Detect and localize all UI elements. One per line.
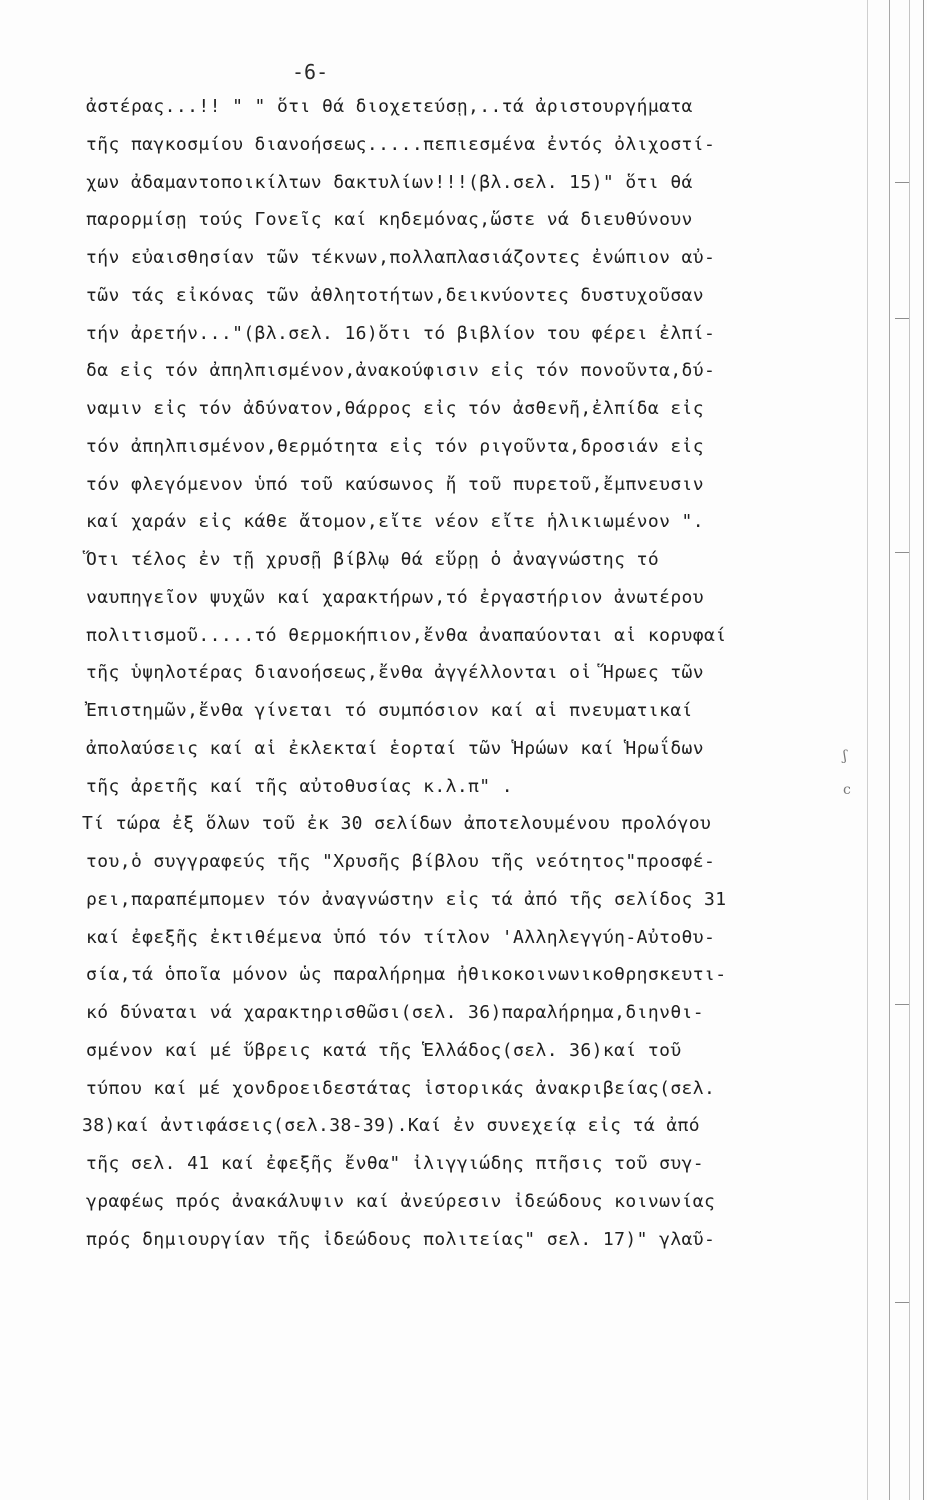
text-line: ναμιν εἰς τόν ἀδύνατον,θάρρος εἰς τόν ἀσθενῆ,ἐλπίδα εἰς (86, 398, 705, 419)
edge-tick (895, 1004, 909, 1005)
text-line: χων ἀδαμαντοποικίλτων δακτυλίων!!!(βλ.σελ. 15)" ὅτι θά (86, 171, 693, 193)
text-line: τῆς σελ. 41 καί ἐφεξῆς ἔνθα" ἰλιγγιώδης πτῆσις τοῦ συγ- (86, 1153, 705, 1174)
text-line: ρει,παραπέμπομεν τόν ἀναγνώστην εἰς τά ἀπό τῆς σελίδος 31 (86, 888, 727, 910)
text-line: σμένον καί μέ ὕβρεις κατά τῆς Ἑλλάδος(σελ. 36)καί τοῦ (86, 1039, 682, 1061)
text-line: ἀστέρας...!! " " ὅτι θά διοχετεύσῃ,..τά ἀριστουργήματα (86, 96, 693, 117)
text-line: τήν ἀρετήν..."(βλ.σελ. 16)ὅτι τό βιβλίον του φέρει ἐλπί- (86, 322, 716, 344)
edge-line (923, 0, 924, 1500)
edge-tick (895, 552, 909, 553)
page-edge (837, 0, 927, 1500)
text-line: 38)καί ἀντιφάσεις(σελ.38-39).Καί ἐν συνεχείᾳ εἰς τά ἀπό (82, 1115, 701, 1137)
text-line: τύπου καί μέ χονδροειδεστάτας ἱστορικάς ἀνακριβείας(σελ. (86, 1077, 716, 1099)
text-line: ἀπολαύσεις καί αἱ ἐκλεκταί ἑορταί τῶν Ἡρώων καί Ἡρωΐδων (86, 737, 705, 759)
text-line: τῶν τάς εἰκόνας τῶν ἀθλητοτήτων,δεικνύοντες δυστυχοῦσαν (86, 284, 705, 306)
text-line: ναυπηγεῖον ψυχῶν καί χαρακτήρων,τό ἐργαστήριον ἀνωτέρου (86, 586, 705, 608)
margin-mark: c (843, 782, 851, 798)
text-line: τόν ἀπηλπισμένον,θερμότητα εἰς τόν ριγοῦντα,δροσιάν εἰς (86, 435, 705, 457)
text-line: τῆς ἀρετῆς καί τῆς αὐτοθυσίας κ.λ.π" . (86, 775, 514, 797)
text-line: τήν εὐαισθησίαν τῶν τέκνων,πολλαπλασιάζοντες ἐνώπιον αὐ- (86, 247, 716, 268)
text-line: Ὅτι τέλος ἐν τῇ χρυσῇ βίβλῳ θά εὕρῃ ὁ ἀναγνώστης τό (86, 549, 660, 570)
text-line: Τί τώρα ἐξ ὅλων τοῦ ἐκ 30 σελίδων ἀποτελουμένου προλόγου (82, 813, 712, 835)
margin-mark: ʃ (843, 748, 847, 764)
text-line: τῆς παγκοσμίου διανοήσεως.....πεπιεσμένα ἐντός ὀλιχοστί- (86, 133, 716, 155)
edge-tick (895, 318, 909, 319)
text-line: τῆς ὑψηλοτέρας διανοήσεως,ἔνθα ἀγγέλλονται οἱ Ἥρωες τῶν (86, 662, 705, 684)
text-line: καί χαράν εἰς κάθε ἄτομον,εἴτε νέον εἴτε ἡλικιωμένον ". (86, 511, 705, 533)
text-line: σία,τά ὁποῖα μόνον ὡς παραλήρημα ἠθικοκοινωνικοθρησκευτι- (86, 964, 727, 986)
body-text (82, 88, 842, 1258)
text-line: κό δύναται νά χαρακτηρισθῶσι(σελ. 36)παραλήρημα,διηνθι- (86, 1002, 705, 1023)
text-line: του,ὁ συγγραφεύς τῆς "Χρυσῆς βίβλου τῆς νεότητος"προσφέ- (86, 851, 716, 872)
edge-tick (895, 1302, 909, 1303)
text-line: δα εἰς τόν ἀπηλπισμένον,ἀνακούφισιν εἰς τόν πονοῦντα,δύ- (86, 360, 716, 382)
text-line: Ἐπιστημῶν,ἔνθα γίνεται τό συμπόσιον καί αἱ πνευματικαί (86, 700, 693, 721)
text-line: γραφέως πρός ἀνακάλυψιν καί ἀνεύρεσιν ἰδεώδους κοινωνίας (86, 1190, 716, 1212)
edge-tick (895, 182, 909, 183)
edge-line (867, 0, 868, 1500)
page-number: -6- (292, 60, 329, 84)
text-line: καί ἐφεξῆς ἐκτιθέμενα ὑπό τόν τίτλον 'Αλληλεγγύη-Αὐτοθυ- (86, 926, 716, 948)
edge-line (889, 0, 890, 1500)
text-line: παρορμίσῃ τούς Γονεῖς καί κηδεμόνας,ὥστε νά διευθύνουν (86, 209, 693, 231)
text-line: πολιτισμοῦ.....τό θερμοκήπιον,ἔνθα ἀναπαύονται αἱ κορυφαί (86, 624, 727, 646)
text-line: πρός δημιουργίαν τῆς ἰδεώδους πολιτείας" σελ. 17)" γλαῦ- (86, 1228, 716, 1250)
text-line: τόν φλεγόμενον ὑπό τοῦ καύσωνος ἤ τοῦ πυρετοῦ,ἔμπνευσιν (86, 473, 705, 495)
edge-line (909, 0, 910, 1500)
